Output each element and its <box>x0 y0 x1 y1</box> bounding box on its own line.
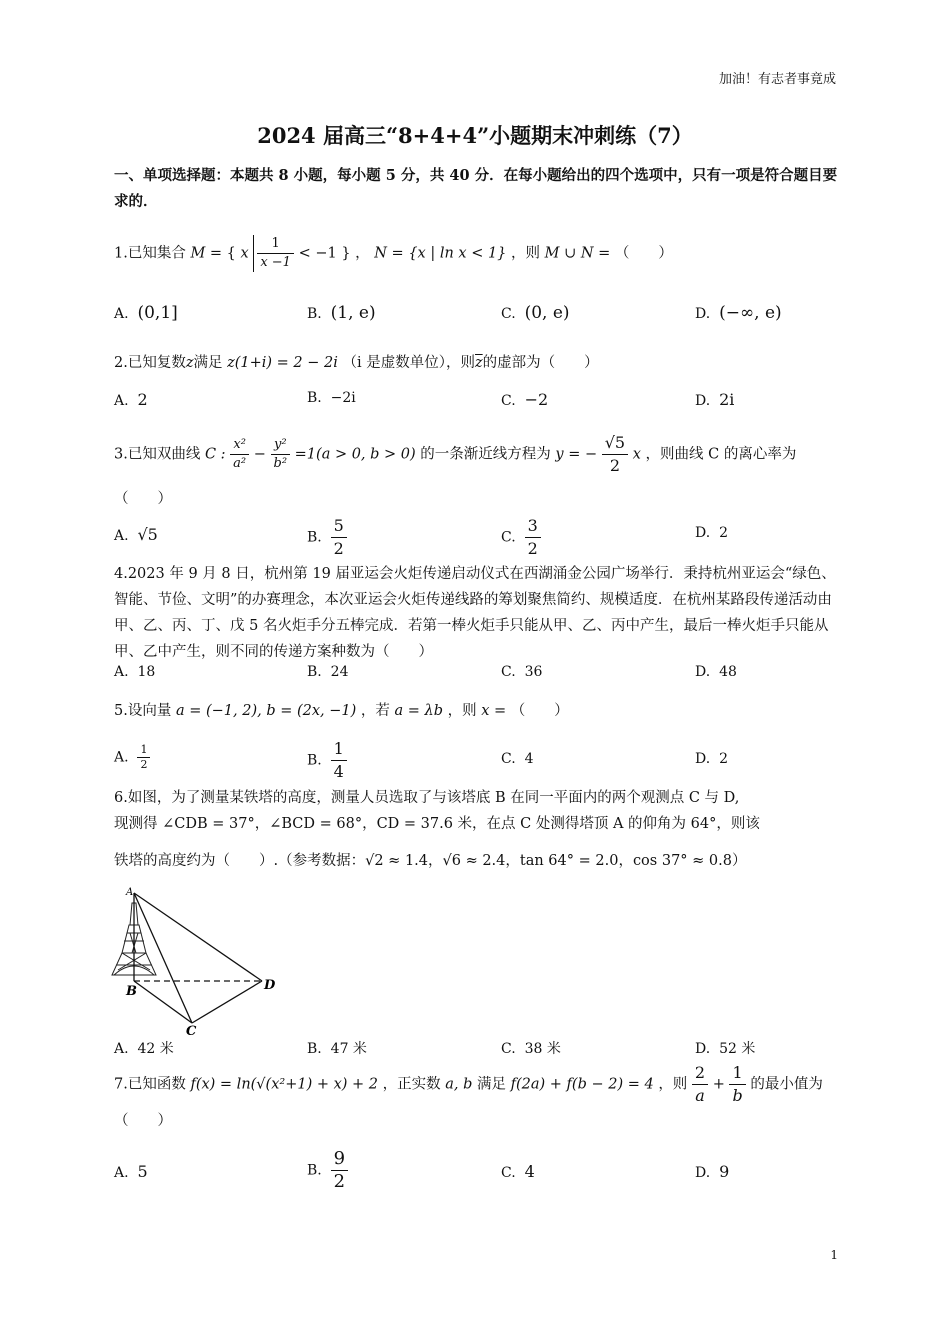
section-heading: 一、单项选择题：本题共 8 小题，每小题 5 分，共 40 分．在每小题给出的四个选项中，只有一项是符合题目要求的． <box>114 167 838 210</box>
q5-option-c[interactable]: C. 4 <box>501 751 534 767</box>
q1-option-a[interactable]: A. (0,1] <box>114 303 178 323</box>
label-b: B <box>126 984 137 999</box>
q1-fraction: $\frac{1}{x -1}$ <box>257 235 294 272</box>
q1-var: x <box>240 245 249 262</box>
label-c: C <box>186 1024 197 1035</box>
q1-set-n: N = {x | ln x < 1} <box>374 245 507 262</box>
q1-option-d[interactable]: D. (−∞, e) <box>695 303 782 323</box>
q6-option-d[interactable]: D. 52 米 <box>695 1041 756 1057</box>
q2-option-a[interactable]: A. 2 <box>114 390 148 409</box>
q7-option-b[interactable]: B. $\frac{9}{2}$ <box>307 1148 348 1193</box>
label-d: D <box>264 978 276 993</box>
q6-line-1: 6.如图，为了测量某铁塔的高度，测量人员选取了与该塔底 B 在同一平面内的两个观测点 C 与 D, <box>114 790 740 806</box>
q6-option-a[interactable]: A. 42 米 <box>114 1041 174 1057</box>
q5-option-a[interactable]: A. $\frac{1}{2}$ <box>114 743 150 772</box>
q3-option-b[interactable]: B. $\frac{5}{2}$ <box>307 515 347 560</box>
q3-option-d[interactable]: D. 2 <box>695 525 729 541</box>
q5-vectors: a = (−1, 2), b = (2x, −1) <box>175 703 357 719</box>
q7-option-c[interactable]: C. 4 <box>501 1162 535 1181</box>
q6-option-b[interactable]: B. 47 米 <box>307 1041 367 1057</box>
q2-option-b[interactable]: B. −2i <box>307 390 356 406</box>
q5-option-b[interactable]: B. $\frac{1}{4}$ <box>307 738 347 783</box>
q3-paren: （ ） <box>114 491 172 507</box>
q2-option-d[interactable]: D. 2i <box>695 390 735 409</box>
question-3: 3.已知双曲线 C : $\frac{\text{x²}}{\text{a²}}$ − $\frac{\text{y²}}{\text{b²}}$ =1(a > 0, b > 0) 的一条渐近线方程为 y = − $\frac{√5}{2}$ x ，则曲线 C 的离心率为 <box>114 433 797 475</box>
q2-conjugate: $\overline{z}$ <box>475 355 483 371</box>
q5-condition: a = λb <box>394 703 443 719</box>
q4-option-a[interactable]: A. 18 <box>114 664 156 680</box>
q4-option-d[interactable]: D. 48 <box>695 664 737 680</box>
question-5: 5.设向量 a = (−1, 2), b = (2x, −1) ，若 a = λb ，则 x = （ ） <box>114 703 569 719</box>
q1-cond: < −1 <box>298 245 337 262</box>
line-cd <box>192 981 262 1023</box>
tower-figure <box>110 885 285 1035</box>
page-number: 1 <box>830 1248 838 1262</box>
q6-line-2: 现测得 ∠CDB = 37°，∠BCD = 68°，CD = 37.6 米，在点 C 处测得塔顶 A 的仰角为 64°，则该 <box>114 816 760 832</box>
q7-option-d[interactable]: D. 9 <box>695 1162 730 1181</box>
question-4: 4.2023 年 9 月 8 日，杭州第 19 届亚运会火炬传递启动仪式在西湖涌金公园广场举行．秉持杭州亚运会“绿色、智能、节俭、文明”的办赛理念，本次亚运会火炬传递线路的筹划聚焦简约、规模适度．在杭州某路段传递活动由甲、乙、丙、丁、戊 5 名火炬手分五棒完成．若第一棒火炬手只能从甲、乙、丙中产生，最后一棒火炬手只能从甲、乙中产生，则不同的传递方案种数为（ ） <box>114 566 836 660</box>
q1-option-b[interactable]: B. (1, e) <box>307 303 376 323</box>
page-title: 2024 届高三“8+4+4”小题期末冲刺练（7） <box>257 123 693 148</box>
label-a: A <box>126 887 134 898</box>
q7-option-a[interactable]: A. 5 <box>114 1162 148 1181</box>
question-1: 1.已知集合 M = { x $\frac{1}{x -1}$ < −1 } ， N = {x | ln x < 1} ，则 M ∪ N = （ ） <box>114 236 673 270</box>
q1-option-c[interactable]: C. (0, e) <box>501 303 570 323</box>
question-7: 7.已知函数 f(x) = ln(√(x²+1) + x) + 2 ，正实数 a, b 满足 f(2a) + f(b − 2) = 4 ，则 $\frac{2}{a}$ + $\frac{1}{b}$ 的最小值为 <box>114 1063 823 1105</box>
q2-equation: z(1+i) = 2 − 2i <box>227 355 338 371</box>
q1-lead: 1.已知集合 <box>114 245 186 262</box>
q7-condition: f(2a) + f(b − 2) = 4 <box>510 1076 654 1093</box>
question-2: 2.已知复数z满足 z(1+i) = 2 − 2i （i 是虚数单位），则$\overline{z}$的虚部为（ ） <box>114 355 599 371</box>
q2-option-c[interactable]: C. −2 <box>501 390 549 409</box>
header-note: 加油！有志者事竟成 <box>718 72 836 87</box>
q3-option-a[interactable]: A. √5 <box>114 525 158 544</box>
q1-union: M ∪ N = <box>544 245 611 262</box>
q1-set-m: M <box>190 245 206 262</box>
q3-option-c[interactable]: C. $\frac{3}{2}$ <box>501 515 541 560</box>
q4-option-b[interactable]: B. 24 <box>307 664 349 680</box>
q7-function: f(x) = ln(√(x²+1) + x) + 2 <box>190 1076 379 1093</box>
q7-paren: （ ） <box>114 1113 172 1129</box>
q6-option-c[interactable]: C. 38 米 <box>501 1041 561 1057</box>
q6-line-3: 铁塔的高度约为（ ）.（参考数据：√2 ≈ 1.4，√6 ≈ 2.4，tan 64° = 2.0，cos 37° ≈ 0.8） <box>114 853 747 869</box>
q4-option-c[interactable]: C. 36 <box>501 664 543 680</box>
q5-option-d[interactable]: D. 2 <box>695 751 729 767</box>
